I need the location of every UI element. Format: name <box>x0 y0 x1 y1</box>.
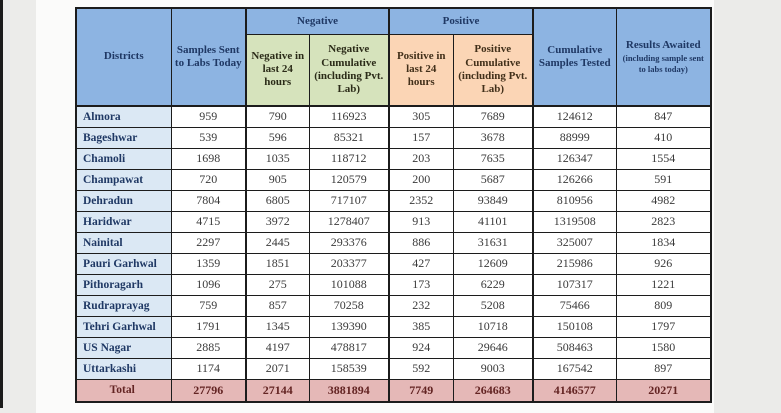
district-cell: Chamoli <box>76 148 171 169</box>
results-awaited-note: (including sample sent to labs today) <box>622 53 704 75</box>
district-cell: Rudraprayag <box>76 295 171 316</box>
total-value-cell: 264683 <box>453 379 533 402</box>
value-cell: 759 <box>171 295 246 316</box>
value-cell: 75466 <box>533 295 616 316</box>
table-row <box>76 211 711 232</box>
table-row <box>76 169 711 190</box>
value-cell: 7804 <box>171 190 246 211</box>
table-row <box>76 253 711 274</box>
total-row <box>76 379 711 402</box>
value-cell: 118712 <box>309 148 389 169</box>
value-cell: 508463 <box>533 337 616 358</box>
table-row <box>76 190 711 211</box>
value-cell: 6805 <box>246 190 309 211</box>
value-cell: 790 <box>246 106 309 127</box>
value-cell: 1851 <box>246 253 309 274</box>
table-row <box>76 127 711 148</box>
value-cell: 717107 <box>309 190 389 211</box>
value-cell: 847 <box>616 106 711 127</box>
total-value-cell: 27796 <box>171 379 246 402</box>
value-cell: 41101 <box>453 211 533 232</box>
value-cell: 2297 <box>171 232 246 253</box>
value-cell: 596 <box>246 127 309 148</box>
value-cell: 810956 <box>533 190 616 211</box>
col-header-results-awaited <box>616 8 711 106</box>
value-cell: 959 <box>171 106 246 127</box>
value-cell: 232 <box>389 295 453 316</box>
col-header-cumulative-samples: Cumulative Samples Tested <box>533 8 616 106</box>
total-value-cell: 4146577 <box>533 379 616 402</box>
total-value-cell: 3881894 <box>309 379 389 402</box>
value-cell: 85321 <box>309 127 389 148</box>
value-cell: 857 <box>246 295 309 316</box>
value-cell: 720 <box>171 169 246 190</box>
value-cell: 886 <box>389 232 453 253</box>
value-cell: 70258 <box>309 295 389 316</box>
value-cell: 215986 <box>533 253 616 274</box>
value-cell: 29646 <box>453 337 533 358</box>
value-cell: 126266 <box>533 169 616 190</box>
value-cell: 926 <box>616 253 711 274</box>
total-label-cell: Total <box>76 379 171 402</box>
value-cell: 592 <box>389 358 453 379</box>
value-cell: 4715 <box>171 211 246 232</box>
value-cell: 1278407 <box>309 211 389 232</box>
value-cell: 1174 <box>171 358 246 379</box>
value-cell: 325007 <box>533 232 616 253</box>
value-cell: 5208 <box>453 295 533 316</box>
table-body <box>76 106 711 402</box>
col-header-positive-24h: Positive in last 24 hours <box>389 34 453 106</box>
district-cell: Pithoragarh <box>76 274 171 295</box>
value-cell: 1221 <box>616 274 711 295</box>
value-cell: 116923 <box>309 106 389 127</box>
value-cell: 410 <box>616 127 711 148</box>
value-cell: 2352 <box>389 190 453 211</box>
table-row <box>76 358 711 379</box>
value-cell: 107317 <box>533 274 616 295</box>
district-cell: Tehri Garhwal <box>76 316 171 337</box>
value-cell: 101088 <box>309 274 389 295</box>
total-value-cell: 20271 <box>616 379 711 402</box>
value-cell: 200 <box>389 169 453 190</box>
value-cell: 31631 <box>453 232 533 253</box>
value-cell: 93849 <box>453 190 533 211</box>
district-cell: US Nagar <box>76 337 171 358</box>
value-cell: 385 <box>389 316 453 337</box>
value-cell: 1580 <box>616 337 711 358</box>
col-header-negative-24h: Negative in last 24 hours <box>246 34 309 106</box>
value-cell: 126347 <box>533 148 616 169</box>
table-row <box>76 106 711 127</box>
total-value-cell: 7749 <box>389 379 453 402</box>
value-cell: 139390 <box>309 316 389 337</box>
value-cell: 2823 <box>616 211 711 232</box>
district-cell: Pauri Garhwal <box>76 253 171 274</box>
value-cell: 157 <box>389 127 453 148</box>
district-cell: Champawat <box>76 169 171 190</box>
table-row <box>76 148 711 169</box>
value-cell: 1797 <box>616 316 711 337</box>
results-awaited-label: Results Awaited <box>625 39 701 52</box>
value-cell: 293376 <box>309 232 389 253</box>
total-value-cell: 27144 <box>246 379 309 402</box>
value-cell: 7635 <box>453 148 533 169</box>
value-cell: 4982 <box>616 190 711 211</box>
district-cell: Dehradun <box>76 190 171 211</box>
value-cell: 173 <box>389 274 453 295</box>
value-cell: 539 <box>171 127 246 148</box>
value-cell: 1791 <box>171 316 246 337</box>
value-cell: 1698 <box>171 148 246 169</box>
value-cell: 4197 <box>246 337 309 358</box>
right-margin <box>714 0 781 413</box>
value-cell: 3678 <box>453 127 533 148</box>
col-group-positive: Positive <box>389 8 533 34</box>
value-cell: 305 <box>389 106 453 127</box>
value-cell: 7689 <box>453 106 533 127</box>
district-cell: Almora <box>76 106 171 127</box>
col-header-positive-cumulative: Positive Cumulative (including Pvt. Lab) <box>453 34 533 106</box>
value-cell: 1834 <box>616 232 711 253</box>
value-cell: 913 <box>389 211 453 232</box>
district-cell: Uttarkashi <box>76 358 171 379</box>
value-cell: 1359 <box>171 253 246 274</box>
value-cell: 1096 <box>171 274 246 295</box>
left-edge-line <box>0 0 3 408</box>
value-cell: 10718 <box>453 316 533 337</box>
value-cell: 2885 <box>171 337 246 358</box>
table-row <box>76 232 711 253</box>
value-cell: 275 <box>246 274 309 295</box>
value-cell: 167542 <box>533 358 616 379</box>
table-header <box>76 8 711 106</box>
value-cell: 124612 <box>533 106 616 127</box>
value-cell: 5687 <box>453 169 533 190</box>
col-group-negative: Negative <box>246 8 389 34</box>
col-header-districts: Districts <box>76 8 171 106</box>
value-cell: 897 <box>616 358 711 379</box>
value-cell: 203377 <box>309 253 389 274</box>
value-cell: 120579 <box>309 169 389 190</box>
value-cell: 203 <box>389 148 453 169</box>
col-header-negative-cumulative: Negative Cumulative (including Pvt. Lab) <box>309 34 389 106</box>
value-cell: 1319508 <box>533 211 616 232</box>
value-cell: 1554 <box>616 148 711 169</box>
district-cell: Bageshwar <box>76 127 171 148</box>
value-cell: 591 <box>616 169 711 190</box>
value-cell: 2445 <box>246 232 309 253</box>
value-cell: 88999 <box>533 127 616 148</box>
district-cell: Nainital <box>76 232 171 253</box>
district-cell: Haridwar <box>76 211 171 232</box>
table-row <box>76 295 711 316</box>
value-cell: 6229 <box>453 274 533 295</box>
left-margin <box>0 0 36 413</box>
district-testing-table <box>75 7 712 403</box>
value-cell: 3972 <box>246 211 309 232</box>
table-row <box>76 274 711 295</box>
table-row <box>76 337 711 358</box>
value-cell: 158539 <box>309 358 389 379</box>
col-header-samples-sent: Samples Sent to Labs Today <box>171 8 246 106</box>
value-cell: 1345 <box>246 316 309 337</box>
value-cell: 905 <box>246 169 309 190</box>
table-row <box>76 316 711 337</box>
value-cell: 12609 <box>453 253 533 274</box>
value-cell: 2071 <box>246 358 309 379</box>
value-cell: 427 <box>389 253 453 274</box>
value-cell: 9003 <box>453 358 533 379</box>
value-cell: 1035 <box>246 148 309 169</box>
value-cell: 150108 <box>533 316 616 337</box>
value-cell: 478817 <box>309 337 389 358</box>
value-cell: 809 <box>616 295 711 316</box>
value-cell: 924 <box>389 337 453 358</box>
